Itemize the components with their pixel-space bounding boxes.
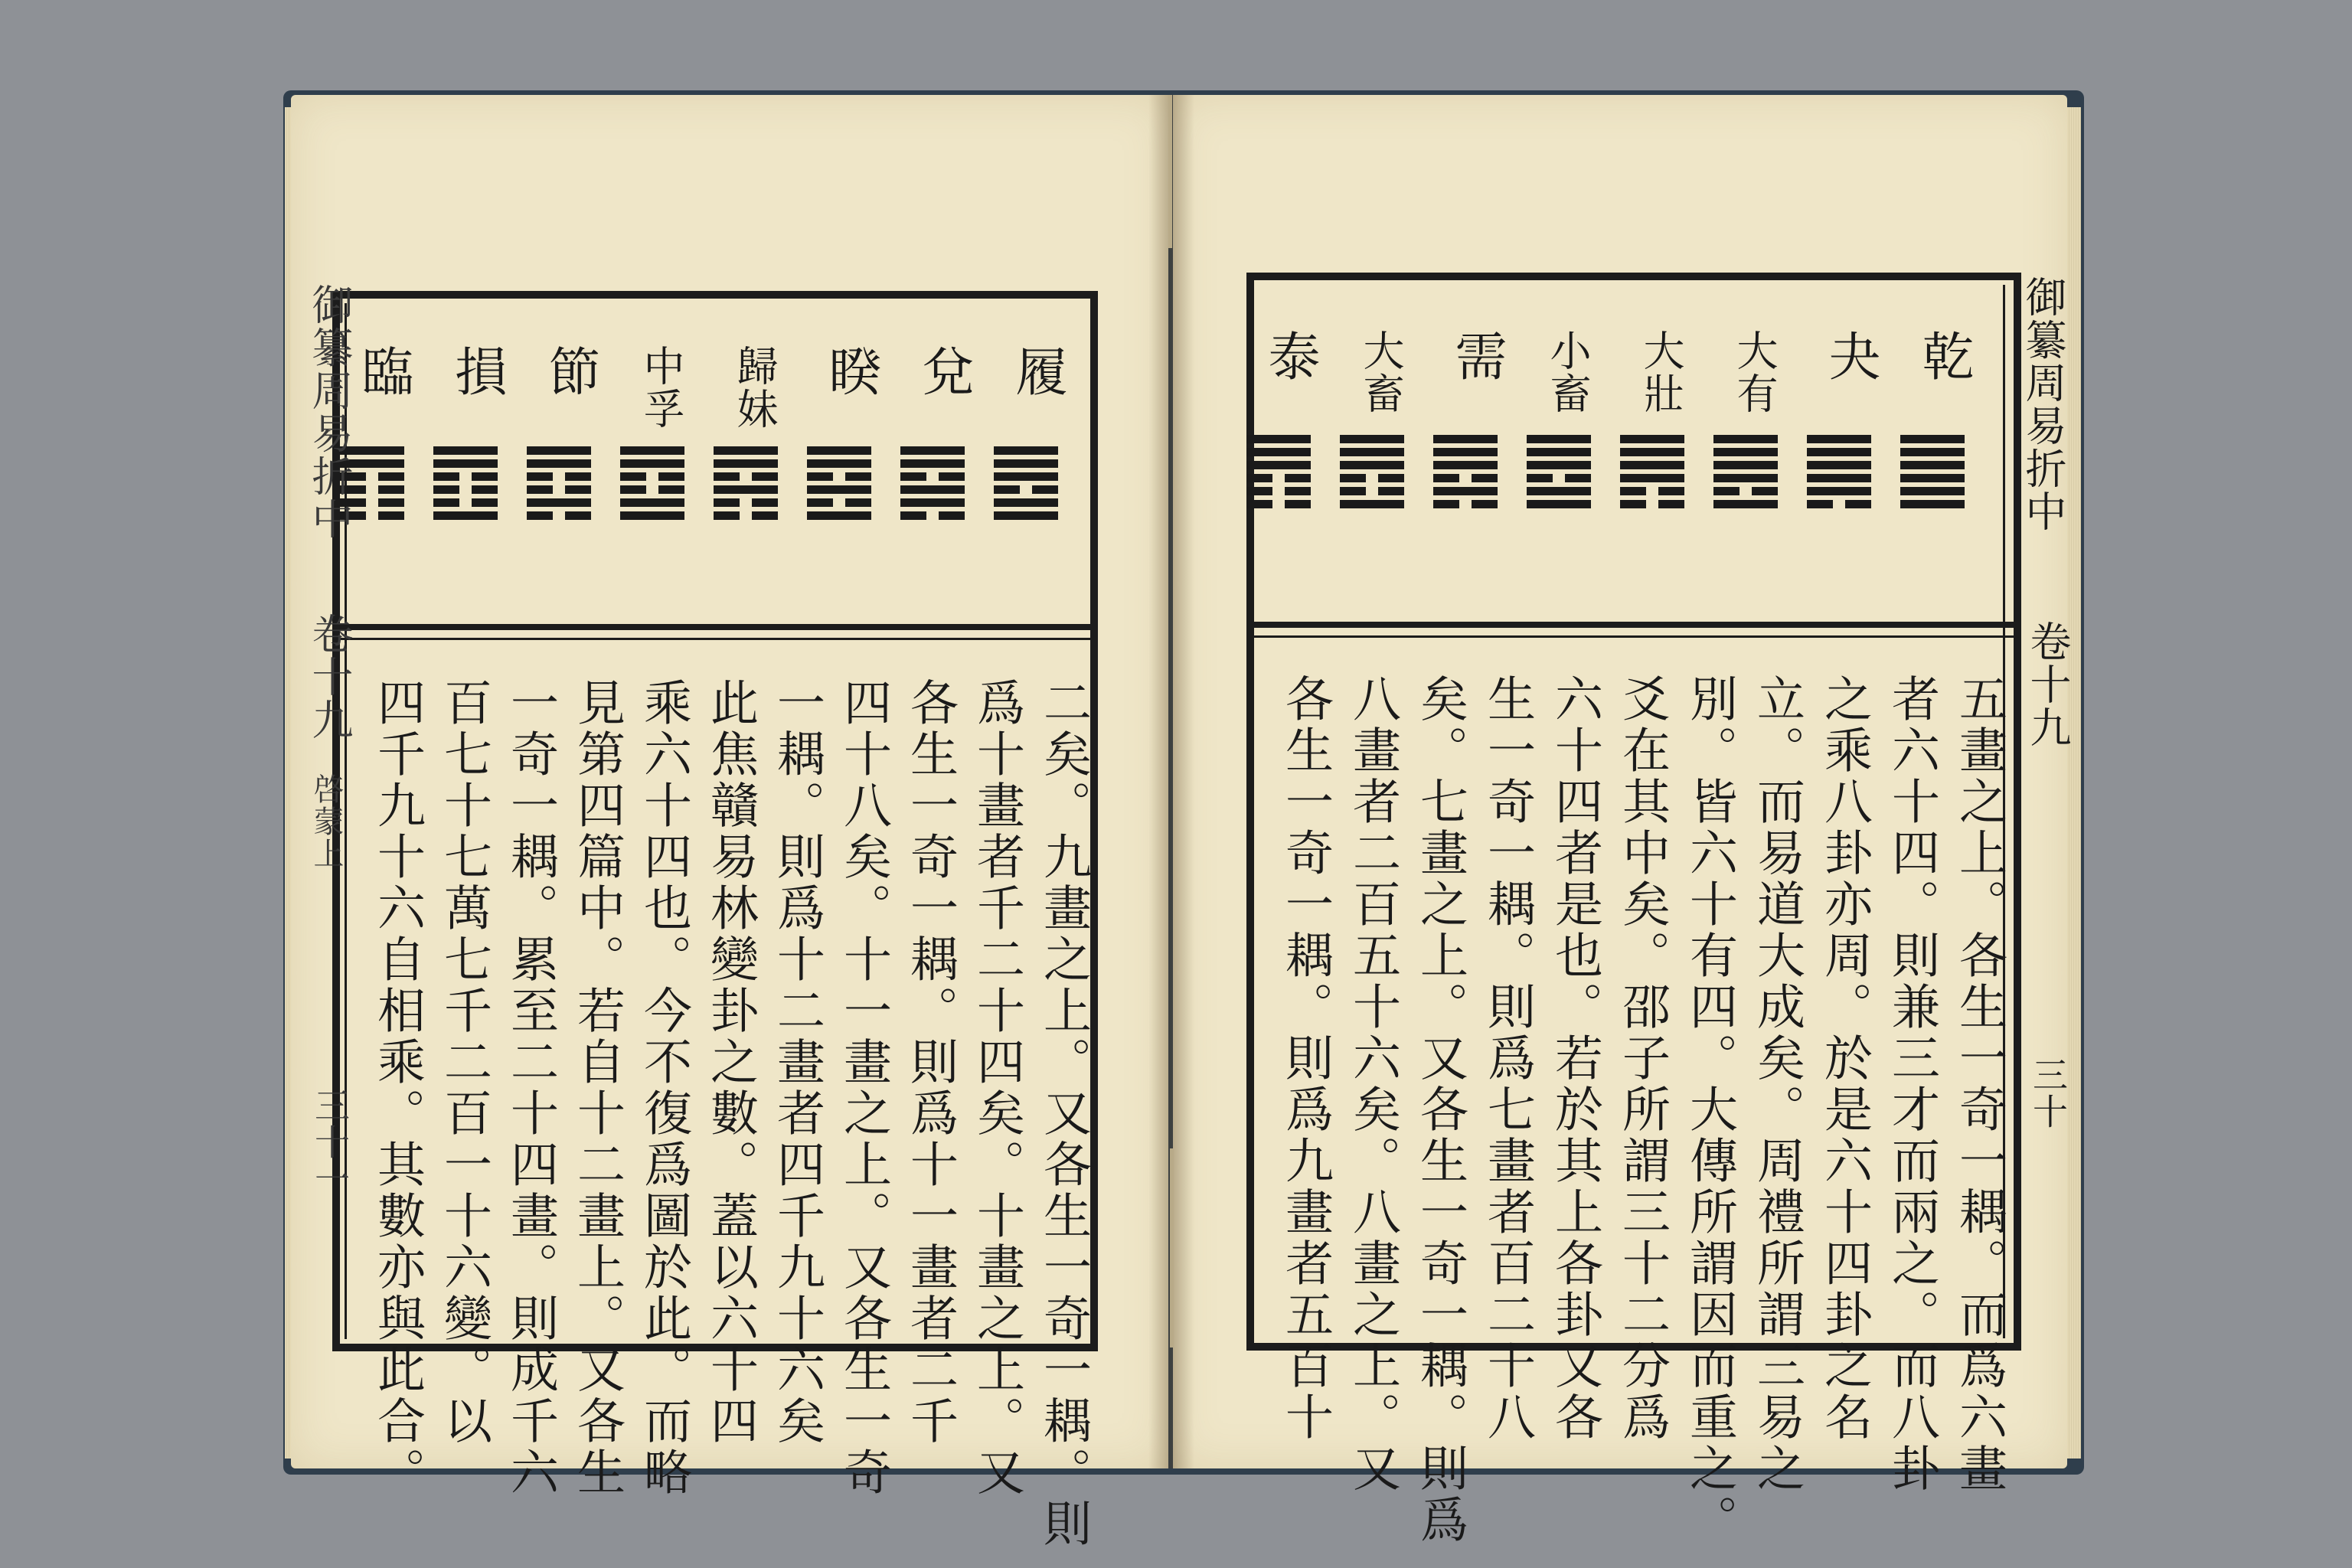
yin-line-segment bbox=[1620, 487, 1646, 495]
yang-line bbox=[1620, 435, 1684, 443]
hexagram-name: 損 bbox=[446, 345, 507, 398]
yin-line-segment bbox=[1246, 500, 1272, 508]
yang-line bbox=[994, 459, 1058, 468]
yang-line bbox=[994, 511, 1058, 520]
yang-line bbox=[620, 498, 684, 507]
body-text-column: 此焦贛易林變卦之數。蓋以六十四 bbox=[703, 678, 759, 1447]
yang-line bbox=[1340, 448, 1404, 456]
yang-line bbox=[994, 446, 1058, 455]
yang-line bbox=[1340, 500, 1404, 508]
yang-line bbox=[1900, 461, 1965, 469]
yin-line-segment bbox=[1340, 487, 1366, 495]
yang-line bbox=[1246, 461, 1311, 469]
yang-line bbox=[714, 446, 778, 455]
hexagram-name: 節 bbox=[540, 345, 600, 398]
yang-line bbox=[1900, 487, 1965, 495]
yang-line bbox=[1527, 435, 1591, 443]
yin-line-segment bbox=[1285, 487, 1311, 495]
hexagram-figure bbox=[1620, 433, 1684, 509]
body-text-column: 爲十畫者千二十四矣。十畫之上。又 bbox=[969, 678, 1025, 1498]
yin-line-segment bbox=[1620, 500, 1646, 508]
yin-line-segment bbox=[433, 472, 459, 481]
body-text-column: 生一奇一耦。則爲七畫者百二十八 bbox=[1480, 674, 1536, 1443]
yin-line-segment bbox=[752, 498, 778, 507]
body-text-column: 二矣。九畫之上。又各生一奇一耦。則 bbox=[1036, 678, 1092, 1550]
yin-line-segment bbox=[1472, 500, 1498, 508]
yin-line-segment bbox=[1658, 487, 1684, 495]
yin-line-segment bbox=[378, 472, 404, 481]
body-text-column: 各生一奇一耦。則爲九畫者五百十 bbox=[1278, 674, 1334, 1443]
yang-line bbox=[433, 459, 498, 468]
yang-line bbox=[1433, 487, 1498, 495]
hexagram-name: 履 bbox=[1007, 345, 1067, 398]
yin-line-segment bbox=[1658, 500, 1684, 508]
yin-line-segment bbox=[620, 472, 646, 481]
yin-line-segment bbox=[565, 472, 591, 481]
yin-line-segment bbox=[527, 485, 553, 494]
body-text-column: 之乘八卦亦周。於是六十四卦之名 bbox=[1817, 674, 1873, 1443]
body-text-column: 別。皆六十有四。大傳所謂因而重之。 bbox=[1682, 674, 1738, 1546]
yin-line-segment bbox=[378, 485, 404, 494]
yang-line bbox=[1527, 500, 1591, 508]
yin-line-segment bbox=[845, 498, 871, 507]
hexagram-name: 臨 bbox=[353, 345, 413, 398]
yin-line-segment bbox=[752, 472, 778, 481]
yin-line-segment bbox=[527, 511, 553, 520]
hexagram-name: 大畜 bbox=[1357, 329, 1405, 415]
yin-line-segment bbox=[845, 472, 871, 481]
yin-line-segment bbox=[1285, 474, 1311, 482]
body-text-column: 見第四篇中。若自十二畫上。又各生 bbox=[570, 678, 626, 1498]
yang-line bbox=[1807, 461, 1871, 469]
body-text-column: 者六十四。則兼三才而兩之。而八卦 bbox=[1884, 674, 1940, 1494]
right-frame-header-divider-thin bbox=[1246, 635, 2021, 638]
yang-line bbox=[1527, 448, 1591, 456]
body-text-column: 爻在其中矣。邵子所謂三十二分爲 bbox=[1615, 674, 1671, 1443]
hexagram-figure bbox=[714, 444, 778, 521]
yin-line-segment bbox=[1378, 487, 1404, 495]
body-text-column: 立。而易道大成矣。周禮所謂三易之 bbox=[1749, 674, 1805, 1494]
hexagram-name: 泰 bbox=[1259, 329, 1320, 383]
left-frame-header-divider-thin bbox=[332, 638, 1098, 640]
yang-line bbox=[1900, 474, 1965, 482]
yang-line bbox=[1713, 461, 1778, 469]
body-text-column: 六十四者是也。若於其上各卦又各 bbox=[1547, 674, 1603, 1443]
right-margin-title: 御纂周易折中 bbox=[2019, 276, 2067, 533]
hexagram-name: 大有 bbox=[1730, 329, 1779, 415]
yin-line-segment bbox=[900, 472, 926, 481]
yang-line bbox=[1246, 435, 1311, 443]
yang-line bbox=[1713, 474, 1778, 482]
yang-line bbox=[620, 511, 684, 520]
yang-line bbox=[1527, 487, 1591, 495]
hexagram-name: 乾 bbox=[1913, 329, 1974, 383]
yin-line-segment bbox=[1807, 500, 1833, 508]
yin-line-segment bbox=[1472, 474, 1498, 482]
yin-line-segment bbox=[1713, 487, 1740, 495]
yang-line bbox=[900, 459, 965, 468]
body-text-column: 各生一奇一耦。則爲十一畫者二千 bbox=[903, 678, 959, 1447]
hexagram-figure bbox=[1246, 433, 1311, 509]
yang-line bbox=[527, 498, 591, 507]
yin-line-segment bbox=[1246, 487, 1272, 495]
yin-line-segment bbox=[378, 511, 404, 520]
hexagram-name: 兌 bbox=[913, 345, 974, 398]
yang-line bbox=[900, 446, 965, 455]
hexagram-figure bbox=[1340, 433, 1404, 509]
hexagram-figure bbox=[1433, 433, 1498, 509]
body-text-column: 八畫者二百五十六矣。八畫之上。又 bbox=[1345, 674, 1401, 1494]
yin-line-segment bbox=[378, 498, 404, 507]
hexagram-name: 大壯 bbox=[1637, 329, 1685, 415]
body-text-column: 五畫之上。各生一奇一耦。而爲六畫 bbox=[1952, 674, 2007, 1494]
yang-line bbox=[1713, 448, 1778, 456]
yang-line bbox=[1620, 474, 1684, 482]
yin-line-segment bbox=[900, 511, 926, 520]
yang-line bbox=[1340, 435, 1404, 443]
yin-line-segment bbox=[1752, 487, 1778, 495]
yang-line bbox=[1807, 448, 1871, 456]
body-text-column: 乘六十四也。今不復爲圖於此。而略 bbox=[636, 678, 692, 1498]
body-text-column: 一奇一耦。累至二十四畫。則成千六 bbox=[503, 678, 559, 1498]
yin-line-segment bbox=[565, 485, 591, 494]
yin-line-segment bbox=[1845, 500, 1871, 508]
yang-line bbox=[900, 498, 965, 507]
binding-thread-bottom bbox=[1170, 1148, 1174, 1348]
yang-line bbox=[1527, 461, 1591, 469]
yin-line-segment bbox=[472, 485, 498, 494]
yang-line bbox=[620, 446, 684, 455]
hexagram-name: 小畜 bbox=[1544, 329, 1592, 415]
yin-line-segment bbox=[472, 472, 498, 481]
hexagram-name: 需 bbox=[1446, 329, 1507, 383]
yang-line bbox=[807, 459, 871, 468]
yin-line-segment bbox=[1527, 474, 1553, 482]
yin-line-segment bbox=[714, 511, 740, 520]
hexagram-name: 中孚 bbox=[637, 345, 685, 430]
yang-line bbox=[900, 485, 965, 494]
yin-line-segment bbox=[527, 472, 553, 481]
yang-line bbox=[1433, 461, 1498, 469]
yang-line bbox=[1900, 500, 1965, 508]
yang-line bbox=[807, 511, 871, 520]
yin-line-segment bbox=[807, 498, 833, 507]
yang-line bbox=[1807, 435, 1871, 443]
yang-line bbox=[1246, 448, 1311, 456]
body-text-column: 四千九十六自相乘。其數亦與此合。 bbox=[370, 678, 426, 1498]
yin-line-segment bbox=[658, 472, 684, 481]
hexagram-figure bbox=[807, 444, 871, 521]
hexagram-figure bbox=[1527, 433, 1591, 509]
left-margin-section: 啓蒙上 bbox=[309, 773, 344, 870]
yang-line bbox=[527, 459, 591, 468]
yang-line bbox=[714, 485, 778, 494]
yin-line-segment bbox=[714, 472, 740, 481]
body-text-column: 四十八矣。十一畫之上。又各生一奇 bbox=[836, 678, 892, 1498]
yang-line bbox=[714, 459, 778, 468]
yang-line bbox=[994, 472, 1058, 481]
yang-line bbox=[1433, 435, 1498, 443]
hexagram-name: 睽 bbox=[820, 345, 880, 398]
hexagram-name: 歸妹 bbox=[730, 345, 779, 430]
yang-line bbox=[1620, 461, 1684, 469]
yang-line bbox=[1713, 435, 1778, 443]
yang-line bbox=[433, 446, 498, 455]
hexagram-figure bbox=[433, 444, 498, 521]
yang-line bbox=[1433, 448, 1498, 456]
yang-line bbox=[1900, 435, 1965, 443]
right-margin-volume: 卷十九 bbox=[2024, 620, 2072, 749]
yang-line bbox=[1340, 461, 1404, 469]
right-margin-page: 三十 bbox=[2027, 1057, 2069, 1130]
hexagram-figure bbox=[900, 444, 965, 521]
yin-line-segment bbox=[1378, 474, 1404, 482]
yin-line-segment bbox=[939, 511, 965, 520]
yin-line-segment bbox=[1032, 485, 1058, 494]
yin-line-segment bbox=[472, 498, 498, 507]
left-margin-volume: 卷十九 bbox=[305, 612, 354, 741]
hexagram-figure bbox=[527, 444, 591, 521]
right-frame-header-divider bbox=[1246, 622, 2021, 628]
yin-line-segment bbox=[565, 511, 591, 520]
hexagram-figure bbox=[1900, 433, 1965, 509]
hexagram-figure bbox=[620, 444, 684, 521]
yang-line bbox=[1807, 474, 1871, 482]
hexagram-figure bbox=[1713, 433, 1778, 509]
body-text-column: 矣。七畫之上。又各生一奇一耦。則爲 bbox=[1413, 674, 1468, 1546]
yang-line bbox=[1620, 448, 1684, 456]
yin-line-segment bbox=[1340, 474, 1366, 482]
left-margin-title: 御纂周易折中 bbox=[305, 283, 354, 541]
yang-line bbox=[1713, 500, 1778, 508]
yin-line-segment bbox=[620, 485, 646, 494]
yin-line-segment bbox=[807, 472, 833, 481]
yin-line-segment bbox=[1433, 474, 1459, 482]
yin-line-segment bbox=[1285, 500, 1311, 508]
body-text-column: 一耦。則爲十二畫者四千九十六矣 bbox=[769, 678, 825, 1447]
yang-line bbox=[1807, 487, 1871, 495]
yin-line-segment bbox=[1433, 500, 1459, 508]
yang-line bbox=[807, 446, 871, 455]
yin-line-segment bbox=[994, 485, 1020, 494]
yin-line-segment bbox=[1565, 474, 1591, 482]
yang-line bbox=[527, 446, 591, 455]
yang-line bbox=[1900, 448, 1965, 456]
left-margin-page: 三十一 bbox=[309, 1087, 351, 1197]
hexagram-figure bbox=[994, 444, 1058, 521]
yin-line-segment bbox=[658, 485, 684, 494]
yin-line-segment bbox=[714, 498, 740, 507]
yin-line-segment bbox=[939, 472, 965, 481]
yang-line bbox=[994, 498, 1058, 507]
yang-line bbox=[807, 485, 871, 494]
yang-line bbox=[433, 511, 498, 520]
yin-line-segment bbox=[752, 511, 778, 520]
hexagram-name: 夬 bbox=[1820, 329, 1880, 383]
yin-line-segment bbox=[433, 485, 459, 494]
left-frame-header-divider bbox=[332, 624, 1098, 630]
yang-line bbox=[620, 459, 684, 468]
yin-line-segment bbox=[433, 498, 459, 507]
hexagram-figure bbox=[1807, 433, 1871, 509]
body-text-column: 百七十七萬七千二百一十六變。以 bbox=[436, 678, 492, 1447]
yin-line-segment bbox=[1246, 474, 1272, 482]
binding-thread-top bbox=[1168, 95, 1172, 248]
